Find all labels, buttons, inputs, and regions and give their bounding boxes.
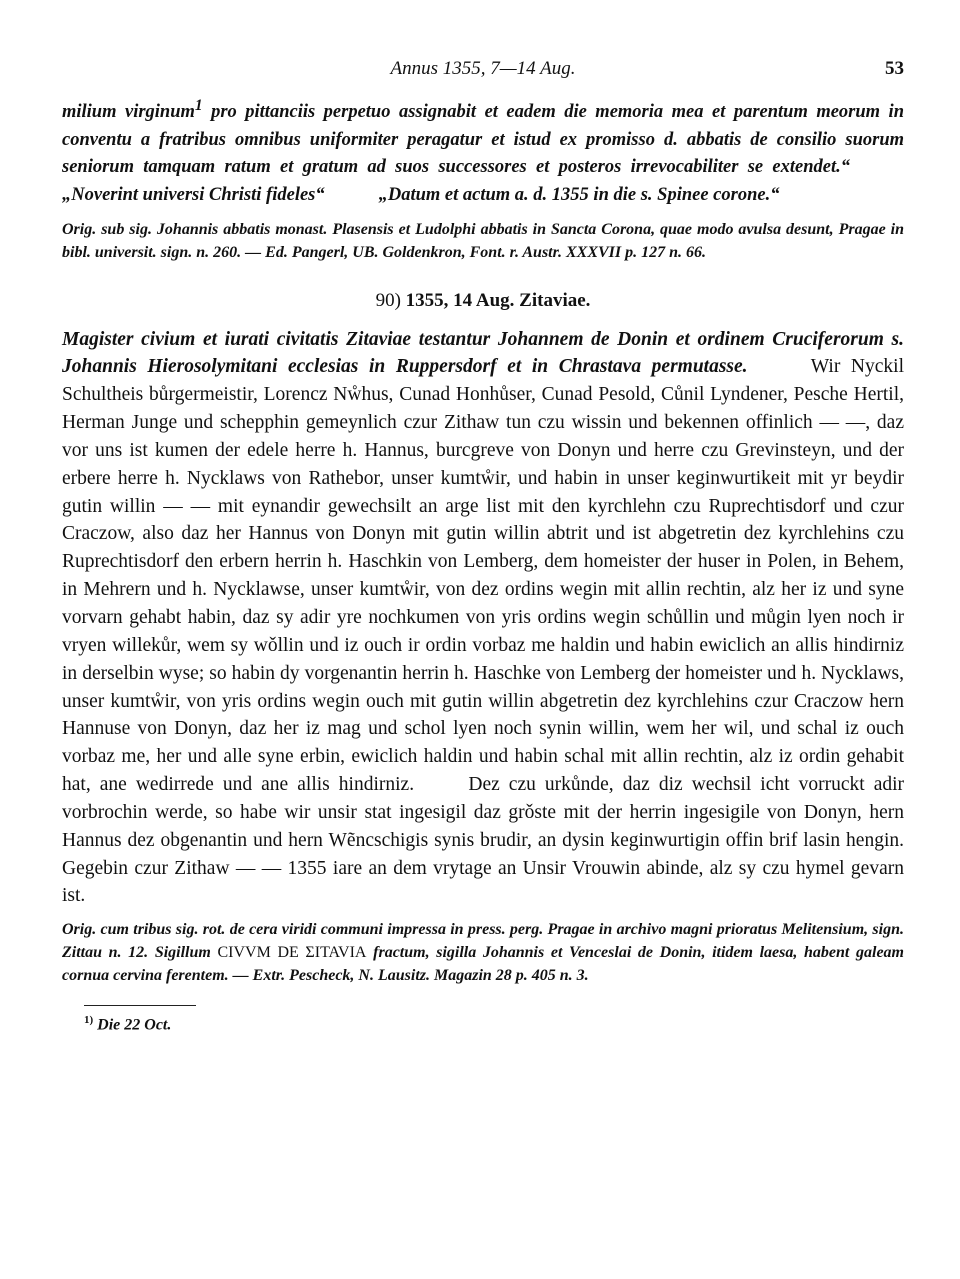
document-source-note: [62, 918, 904, 987]
preceding-datum: „Datum et actum a. d. 1355 in die s. Spinee corone.“: [378, 184, 780, 205]
document-regest: Magister civium et iurati civitatis Zitaviae testantur Johannem de Donin et ordinem Cruciferorum s. Johannis Hierosolymitani ecclesias in Ruppersdorf et in Chrastava permutasse.: [62, 328, 904, 378]
note-part1: Orig. cum tribus sig. rot. de cera viridi communi impressa in press. perg. Pragae in archivo magni prioratus Melitensium, sign. Zittau n. 12. Sigillum: [62, 921, 904, 962]
footnote: [84, 1014, 904, 1034]
note-part2: fractum, sigilla Johannis et Venceslai de Donin, itidem laesa, habent galeam cornua cervina ferentem. — Extr. Pescheck, N. Lausitz. Magazin 28 p. 405 n. 3.: [62, 944, 904, 985]
page: [62, 58, 904, 1035]
preceding-text-part2: pro pittanciis perpetuo assignabit et eadem die memoria mea et parentum meorum in conventu a fratribus omnibus uniformiter peragatur et istud ex promisso d. abbatis de consilio suorum seniorum tamquam ratum et gratum ad suos successores et posteros irrevocabiliter se extendet.“: [62, 102, 904, 178]
document-heading: [62, 290, 904, 312]
document-body: [62, 326, 904, 911]
running-header: [62, 58, 904, 92]
document-date-place: 1355, 14 Aug. Zitaviae.: [405, 289, 591, 311]
seal-legend: CIVVM DE ΣITAVIA: [217, 944, 367, 962]
preceding-source-note: Orig. sub sig. Johannis abbatis monast. Plasensis et Ludolphi abbatis in Sancta Corona, quae modo avulsa desunt, Pragae in bibl. universit. sign. n. 260. — Ed. Pangerl, UB. Goldenkron, Font. r. Austr. XXXVII p. 127 n. 66.: [62, 220, 904, 261]
document-number: 90): [375, 289, 401, 311]
page-number: 53: [885, 58, 904, 79]
document-text: Wir Nyckil Schultheis bůrgermeistir, Lorencz Nẘhus, Cunad Honhůser, Cunad Pesold, Cůnil Lyndener, Pesche Hertil, Herman Junge und schepphin gemeynlich czur Zithaw tun czu wissin und bekennen offinlich — —, daz vor uns ist kumen der edele herre h. Hannus, burcgreve von Donyn und herre czu Grevinsteyn, und der erbere herre h. Nycklaws von Rathebor, unser kumtẘir, und habin in unser keginwurtikeit mit yr beydir gutin willin — — mit eynandir gewechsilt an arge list mit den kyrchlehn czu Ruprechtisdorf und czur Craczow, also daz her Hannus von Donyn mit gutin willin abtrit und ist abgetretin dez kyrchlehins czu Ruprechtisdorf den erbern herrin h. Haschkin von Lemberg, dem homeister der huser in Polen, in Behem, in Mehrern und h. Nycklawse, unser kumtẘir, von dez ordins wegin mit allin rechtin, alz her iz und syne vorvarn gehabt habin, daz sy adir yre nochkumen von yris ordins wegin schůllin und můgin lyen noch ir vryen willekůr, wem sy wǒllin und iz ouch ir ordin vorbaz me haldin und habin ewiclich an allis hindirniz in derselbin wyse; so habin dy vorgenantin herrin h. Haschke von Lemberg der homeister und h. Nycklaws, unser kumtẘir, von yris ordins wegin ouch mit gutin willin abgetretin dez kyrchlehins czur Craczow hern Hannuse von Donyn, daz her iz mag und schol lyen noch synin willin, wem her wil, und schal iz ouch vorbaz me, her und alle syne erbin, ewiclich haldin und habin schal mit allin rechtin, alz iz ordin gehabit hat, ane wedirrede und ane allis hindirniz.: [62, 356, 905, 796]
footnote-text: Die 22 Oct.: [93, 1016, 172, 1034]
footnote-rule: [84, 1005, 196, 1006]
preceding-text-part1: milium virginum: [62, 102, 195, 123]
document-text-corroboration: Dez czu urkůnde, daz diz wechsil icht vorruckt adir vorbrochin werde, so habe wir unsir stat ingesigil daz grǒste mit der herrin ingesigile von Donyn, hern Hannus dez obgenantin und hern Wẽncschigis synis brudir, an dysin keginwurtigin offin brif lasin hengin. Gegebin czur Zithaw — — 1355 iare an dem vrytage an Unsir Vrouwin abinde, alz sy czu hymel gevarn ist.: [62, 774, 905, 907]
preceding-document-text: [62, 92, 904, 210]
running-title: Annus 1355, 7—14 Aug.: [390, 58, 576, 79]
footnote-reference: 1: [194, 97, 203, 114]
preceding-incipit: „Noverint universi Christi fideles“: [62, 184, 325, 205]
footnote-marker: 1): [84, 1014, 94, 1027]
